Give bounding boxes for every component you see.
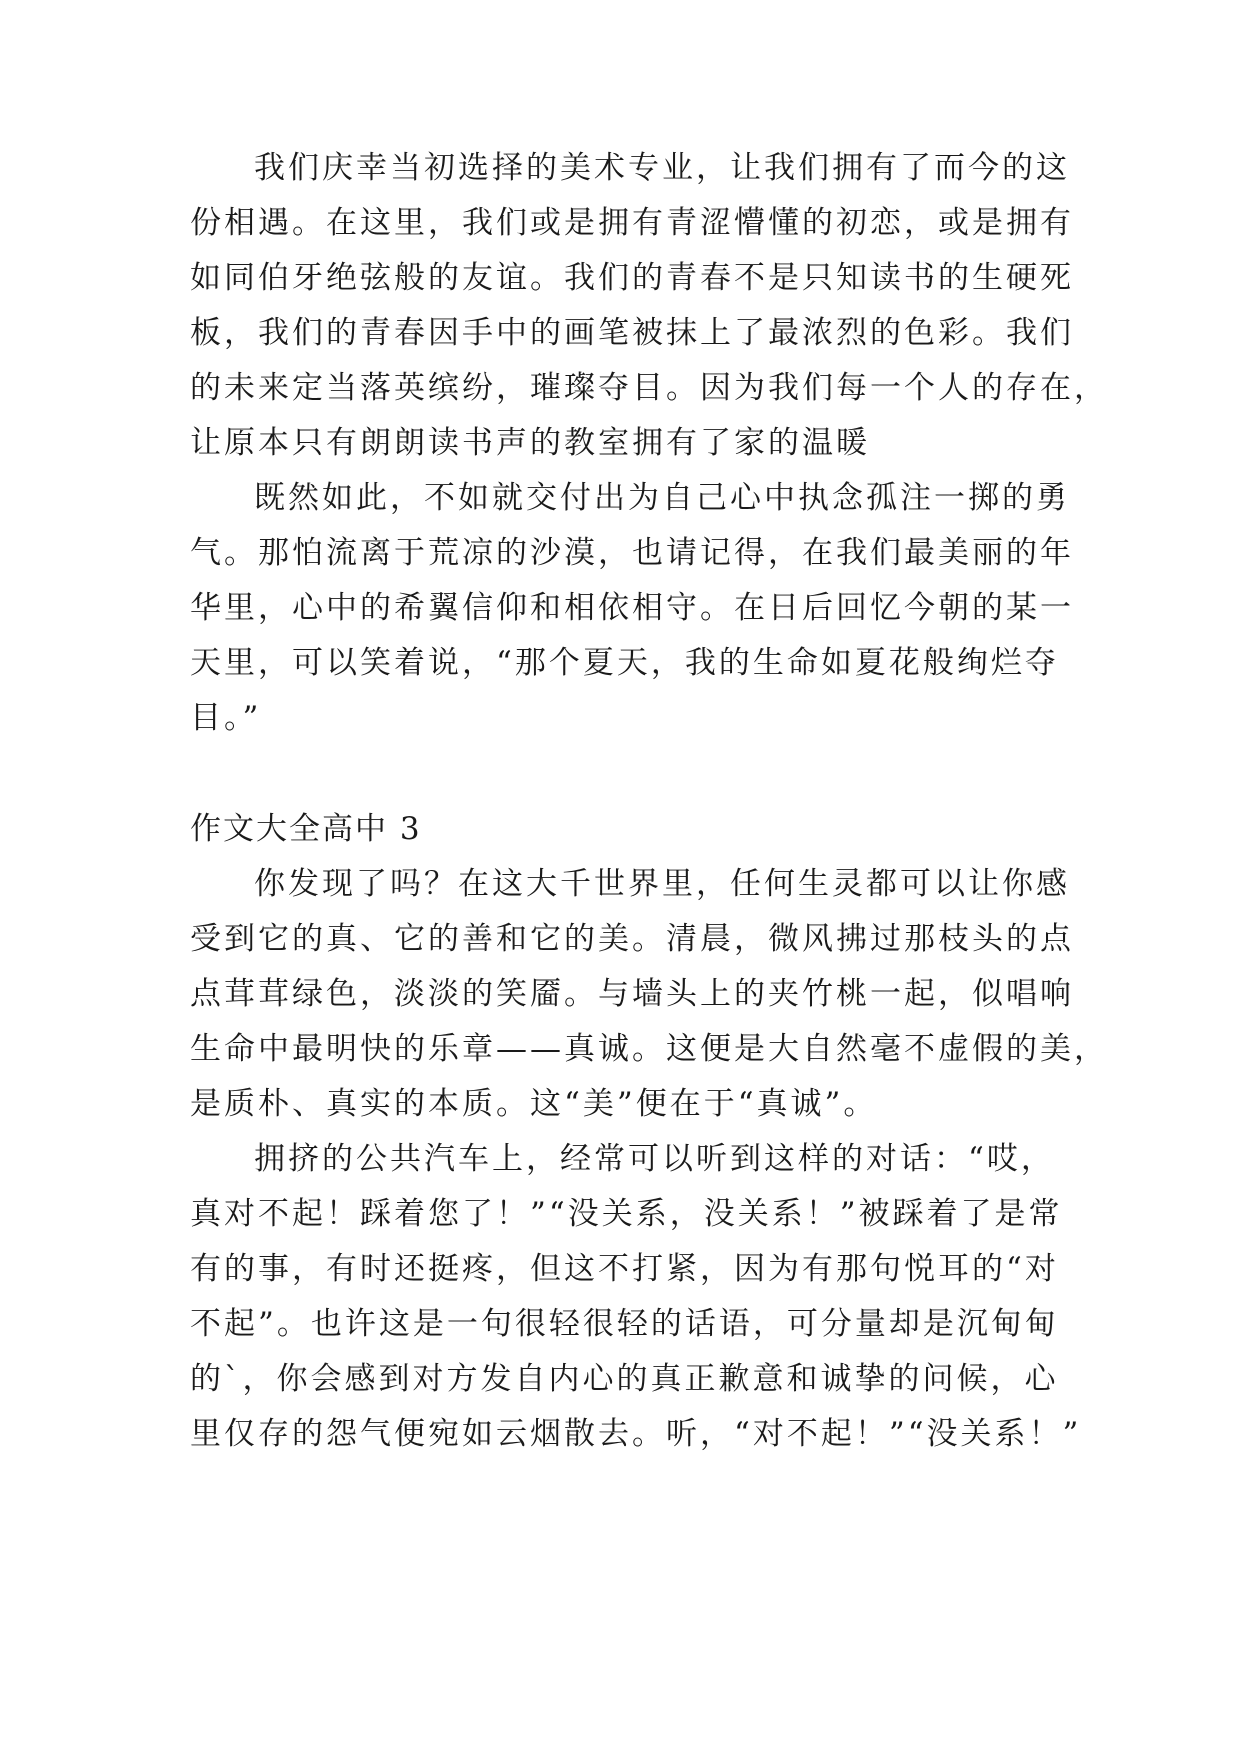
- text-line: 让原本只有朗朗读书声的教室拥有了家的温暖: [190, 425, 870, 461]
- text-line: 的未来定当落英缤纷，璀璨夺目。因为我们每一个人的存在，: [190, 370, 1108, 406]
- text-line: 真对不起！踩着您了！”“没关系，没关系！”被踩着了是常: [190, 1196, 1063, 1232]
- text-line: 目。”: [190, 700, 262, 736]
- text-line: 里仅存的怨气便宛如云烟散去。听，“对不起！”“没关系！”: [190, 1416, 1082, 1452]
- text-line: 受到它的真、它的善和它的美。清晨，微风拂过那枝头的点: [190, 921, 1074, 957]
- text-line: 点茸茸绿色，淡淡的笑靥。与墙头上的夹竹桃一起，似唱响: [190, 976, 1074, 1012]
- text-line: 生命中最明快的乐章——真诚。这便是大自然毫不虚假的美，: [190, 1031, 1108, 1067]
- text-line: 板，我们的青春因手中的画笔被抹上了最浓烈的色彩。我们: [190, 315, 1074, 351]
- text-line: 你发现了吗？在这大千世界里，任何生灵都可以让你感: [254, 866, 1070, 902]
- text-line: 天里，可以笑着说，“那个夏天，我的生命如夏花般绚烂夺: [190, 645, 1059, 681]
- text-line: 拥挤的公共汽车上，经常可以听到这样的对话：“哎，: [254, 1141, 1055, 1177]
- text-line: 既然如此，不如就交付出为自己心中执念孤注一掷的勇: [254, 480, 1070, 516]
- text-line: 我们庆幸当初选择的美术专业，让我们拥有了而今的这: [254, 150, 1070, 186]
- text-line: 不起”。也许这是一句很轻很轻的话语，可分量却是沉甸甸: [190, 1306, 1059, 1342]
- section-heading: 作文大全高中 3: [190, 811, 422, 847]
- text-line: 华里，心中的希翼信仰和相依相守。在日后回忆今朝的某一: [190, 590, 1074, 626]
- text-line: 如同伯牙绝弦般的友谊。我们的青春不是只知读书的生硬死: [190, 260, 1074, 296]
- text-line: 的`，你会感到对方发自内心的真正歉意和诚挚的问候，心: [190, 1361, 1059, 1397]
- text-line: 是质朴、真实的本质。这“美”便在于“真诚”。: [190, 1086, 878, 1122]
- text-line: 份相遇。在这里，我们或是拥有青涩懵懂的初恋，或是拥有: [190, 205, 1074, 241]
- text-line: 气。那怕流离于荒凉的沙漠，也请记得，在我们最美丽的年: [190, 535, 1074, 571]
- text-line: 有的事，有时还挺疼，但这不打紧，因为有那句悦耳的“对: [190, 1251, 1059, 1287]
